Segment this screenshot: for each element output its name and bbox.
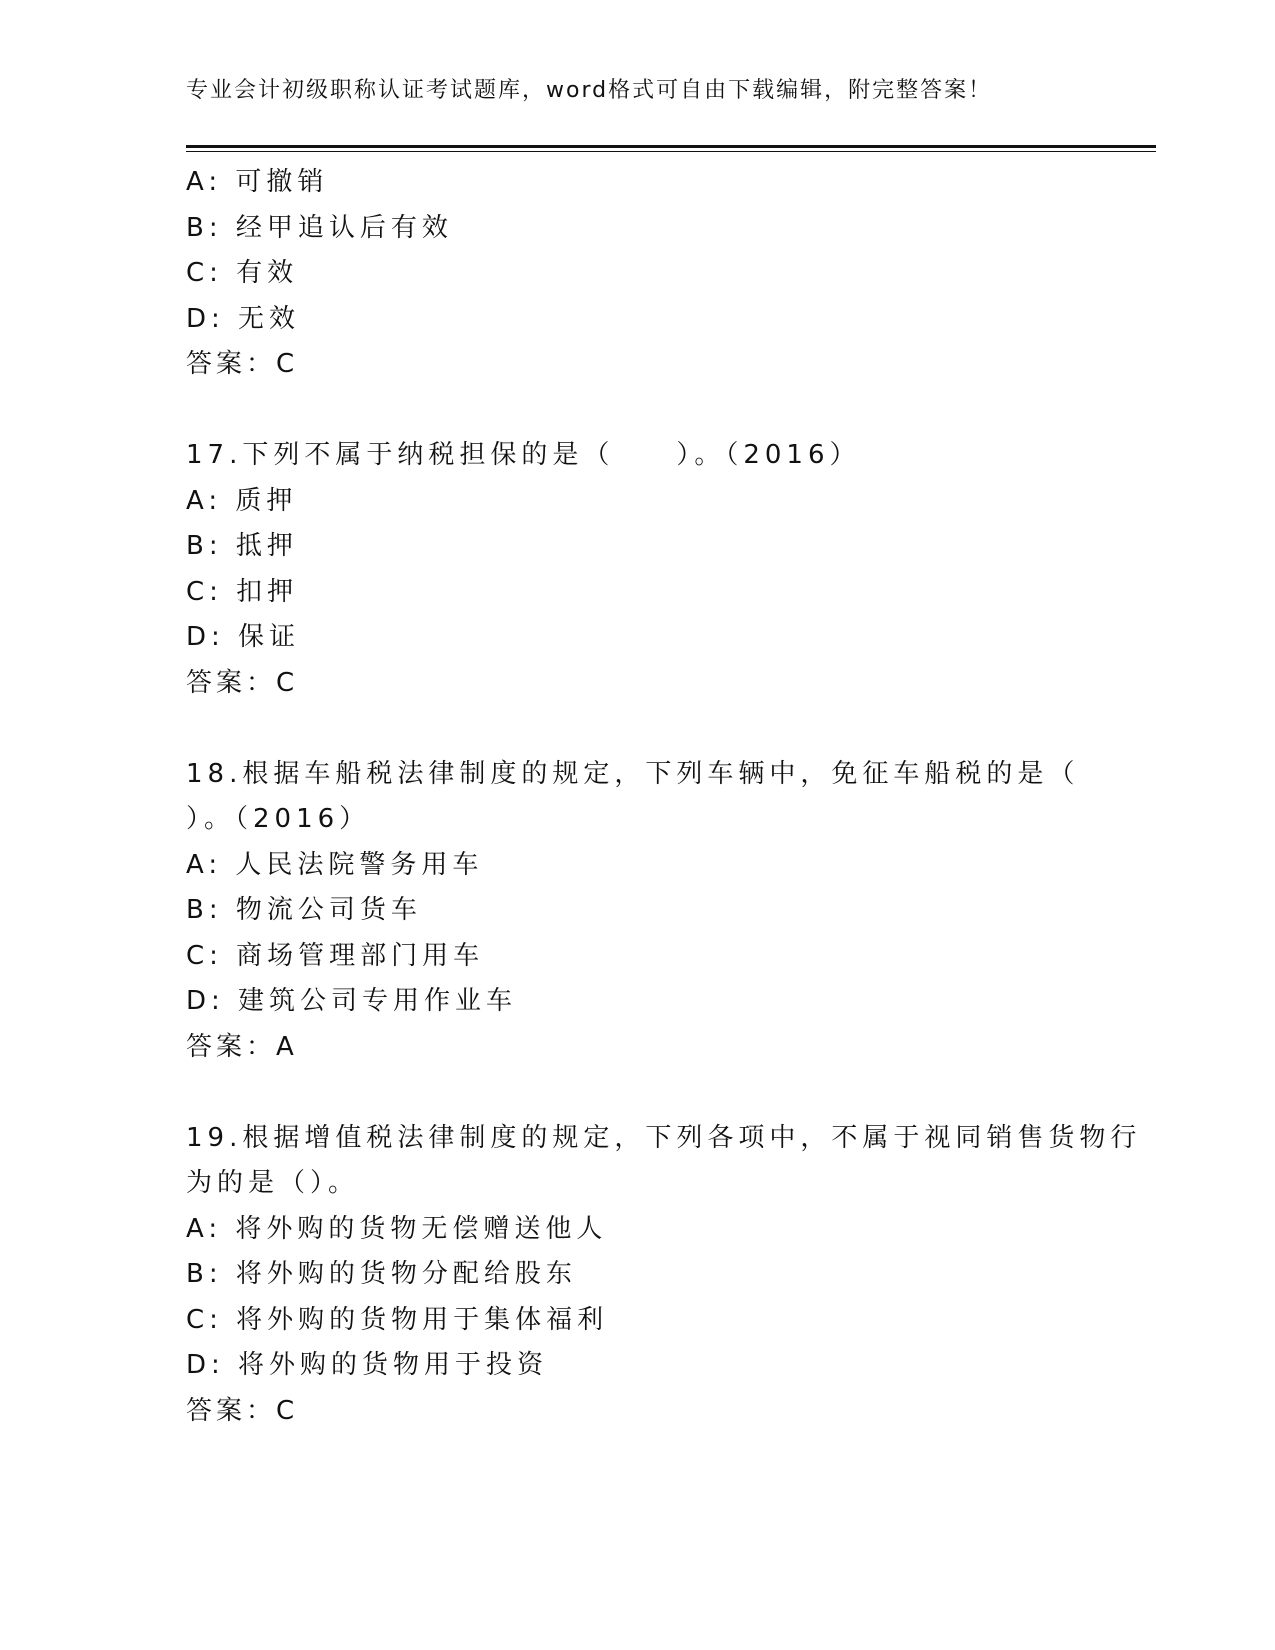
question-block-17 (186, 433, 1086, 706)
page-header: 专业会计初级职称认证考试题库，word格式可自由下载编辑，附完整答案！ (186, 78, 993, 103)
header-rule-thick (186, 145, 1156, 148)
answer-line: 答案：A (186, 1031, 298, 1062)
answer-line: 答案：C (186, 349, 299, 379)
question-block-19 (186, 1116, 1142, 1435)
question-stem: 18.根据车船税法律制度的规定，下列车辆中，免征车船税的是（ (186, 758, 1080, 789)
spacer (186, 388, 1086, 434)
option-d: D: 无效 (186, 303, 301, 334)
option-b: B: 抵押 (186, 531, 298, 561)
question-stem-continued: 为的是（）。 (186, 1168, 360, 1198)
option-c: C: 商场管理部门用车 (186, 940, 485, 971)
option-d: D: 建筑公司专用作业车 (186, 986, 518, 1016)
spacer (186, 1070, 1086, 1116)
option-a: A: 人民法院警务用车 (186, 849, 484, 880)
option-b: B: 将外购的货物分配给股东 (186, 1259, 577, 1289)
answer-line: 答案：C (186, 667, 299, 698)
option-b: B: 经甲追认后有效 (186, 212, 453, 243)
spacer (186, 706, 1086, 752)
question-stem: 19.根据增值税法律制度的规定，下列各项中，不属于视同销售货物行 (186, 1122, 1142, 1153)
question-list (186, 160, 1142, 1434)
question-stem: 17.下列不属于纳税担保的是（ ）。（2016） (186, 440, 861, 470)
header-rule-thin (186, 151, 1156, 152)
option-c: C: 扣押 (186, 576, 299, 607)
option-c: C: 有效 (186, 258, 299, 288)
question-block-18 (186, 752, 1086, 1071)
option-a: A: 可撤销 (186, 167, 329, 197)
question-block-16 (186, 160, 1086, 388)
answer-line: 答案：C (186, 1395, 299, 1426)
option-d: D: 保证 (186, 622, 301, 652)
option-c: C: 将外购的货物用于集体福利 (186, 1304, 609, 1335)
question-stem-continued: ）。（2016） (186, 804, 371, 834)
option-d: D: 将外购的货物用于投资 (186, 1350, 549, 1380)
option-b: B: 物流公司货车 (186, 895, 422, 925)
option-a: A: 将外购的货物无偿赠送他人 (186, 1213, 608, 1244)
option-a: A: 质押 (186, 485, 298, 516)
